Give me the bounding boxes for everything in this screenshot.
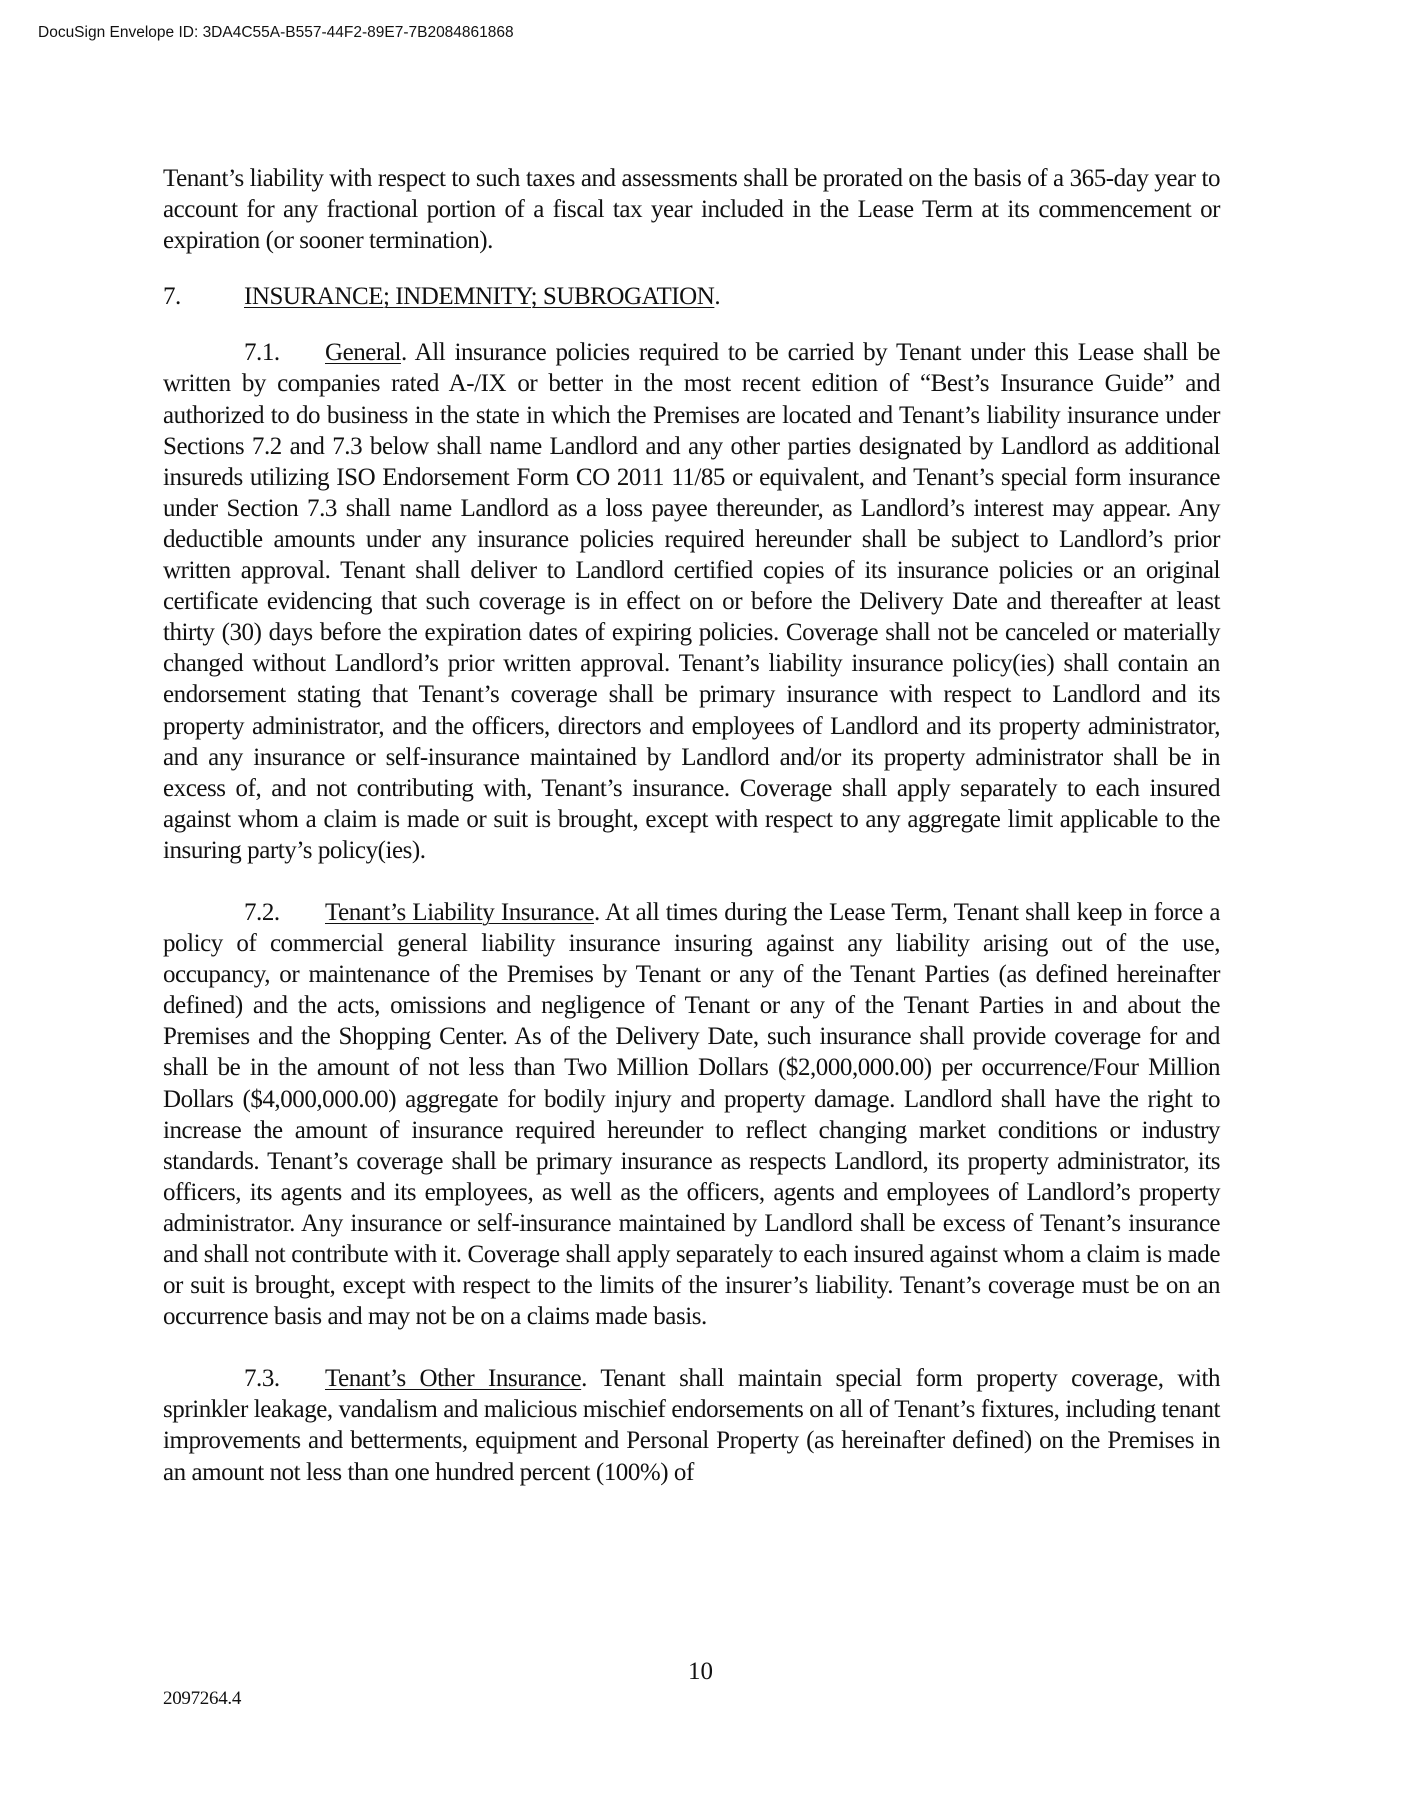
subsection-title: Tenant’s Other Insurance [325, 1365, 582, 1393]
subsection-title: General [325, 339, 401, 367]
subsection-title: Tenant’s Liability Insurance [325, 898, 594, 926]
section-number: 7. [163, 283, 181, 311]
paragraph-spacer [163, 866, 1220, 897]
subsection-number: 7.3. [244, 1365, 280, 1393]
paragraph-spacer [163, 1332, 1220, 1363]
subsection-7-1 [163, 337, 1220, 866]
document-number: 2097264.4 [163, 1688, 242, 1709]
subsection-number: 7.2. [244, 898, 280, 926]
subsection-7-3 [163, 1363, 1220, 1487]
section-title-suffix: . [714, 283, 721, 311]
section-title: INSURANCE; INDEMNITY; SUBROGATION [244, 283, 715, 311]
subsection-7-2 [163, 897, 1220, 1332]
subsection-number: 7.1. [244, 339, 280, 367]
section-heading [163, 281, 1220, 312]
subsection-body: . All insurance policies required to be carried by Tenant under this Lease shall be written by companies rated A-/IX or better in the most recent edition of “Best’s Insurance Guide” and authorized to do business in the state in which the Premises are located and Tenant’s liability insurance under Sections 7.2 and 7.3 below shall name Landlord and any other parties designated by Landlord as additional insureds utilizing ISO Endorsement Form CO 2011 11/85 or equivalent, and Tenant’s special form insurance under Section 7.3 shall name Landlord as a loss payee thereunder, as Landlord’s interest may appear. Any deductible amounts under any insurance policies required hereunder shall be subject to Landlord’s prior written approval. Tenant shall deliver to Landlord certified copies of its insurance policies or an original certificate evidencing that such coverage is in effect on or before the Delivery Date and thereafter at least thirty (30) days before the expiration dates of expiring policies. Coverage shall not be canceled or materially changed without Landlord’s prior written approval. Tenant’s liability insurance policy(ies) shall contain an endorsement stating that Tenant’s coverage shall be primary insurance with respect to Landlord and its property administrator, and the officers, directors and employees of Landlord and its property administrator, and any insurance or self-insurance maintained by Landlord and/or its property administrator shall be in excess of, and not contributing with, Tenant’s insurance. Coverage shall apply separately to each insured against whom a claim is made or suit is brought, except with respect to any aggregate limit applicable to the insuring party’s policy(ies). [163, 339, 1220, 864]
intro-paragraph: Tenant’s liability with respect to such taxes and assessments shall be prorated on the basis of a 365-day year to account for any fractional portion of a fiscal tax year included in the Lease Term at its commencement or expiration (or sooner termination). [163, 165, 1220, 255]
docusign-envelope-id: DocuSign Envelope ID: 3DA4C55A-B557-44F2-89E7-7B2084861868 [38, 24, 514, 41]
document-body [163, 163, 1220, 1488]
page-number: 10 [688, 1658, 713, 1685]
subsection-body: . Tenant shall maintain special form property coverage, with sprinkler leakage, vandalism and malicious mischief endorsements on all of Tenant’s fixtures, including tenant improvements and betterments, equipment and Personal Property (as hereinafter defined) on the Premises in an amount not less than one hundred percent (100%) of [163, 1365, 1220, 1486]
subsection-body: . At all times during the Lease Term, Tenant shall keep in force a policy of commercial general liability insurance insuring against any liability arising out of the use, occupancy, or maintenance of the Premises by Tenant or any of the Tenant Parties (as defined hereinafter defined) and the acts, omissions and negligence of Tenant or any of the Tenant Parties in and about the Premises and the Shopping Center. As of the Delivery Date, such insurance shall provide coverage for and shall be in the amount of not less than Two Million Dollars ($2,000,000.00) per occurrence/Four Million Dollars ($4,000,000.00) aggregate for bodily injury and property damage. Landlord shall have the right to increase the amount of insurance required hereunder to reflect changing market conditions or industry standards. Tenant’s coverage shall be primary insurance as respects Landlord, its property administrator, its officers, its agents and its employees, as well as the officers, agents and employees of Landlord’s property administrator. Any insurance or self-insurance maintained by Landlord shall be excess of Tenant’s insurance and shall not contribute with it. Coverage shall apply separately to each insured against whom a claim is made or suit is brought, except with respect to the limits of the insurer’s liability. Tenant’s coverage must be on an occurrence basis and may not be on a claims made basis. [163, 898, 1220, 1331]
